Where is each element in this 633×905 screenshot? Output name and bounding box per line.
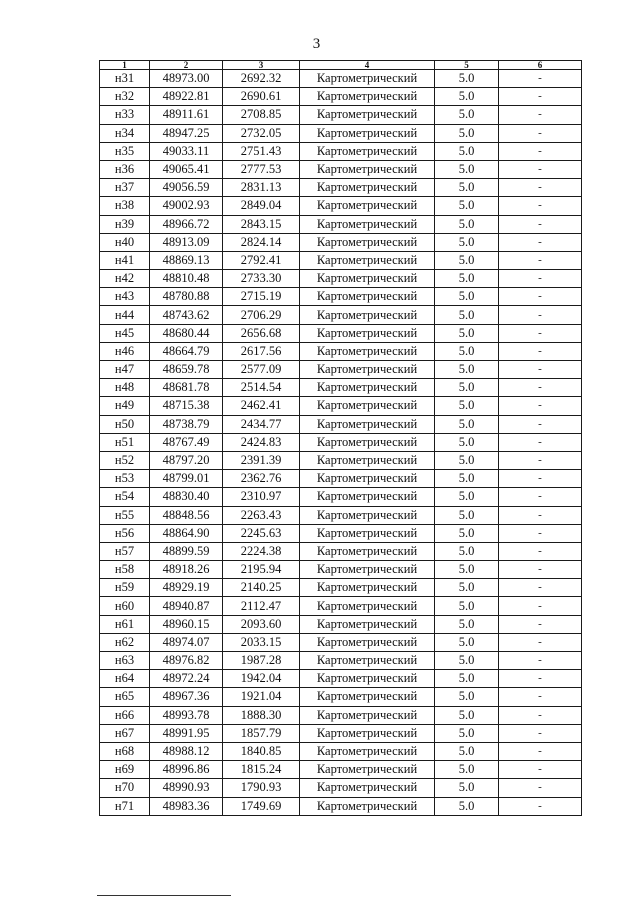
table-row [100,270,582,288]
description-cell: - [499,524,582,542]
table-body [100,70,582,816]
method-cell: Картометрический [300,342,435,360]
accuracy-cell: 5.0 [435,197,499,215]
x-coordinate-cell: 48922.81 [150,88,223,106]
y-coordinate-cell: 1840.85 [223,742,300,760]
method-cell: Картометрический [300,306,435,324]
method-cell: Картометрический [300,70,435,88]
y-coordinate-cell: 2706.29 [223,306,300,324]
description-cell: - [499,688,582,706]
description-cell: - [499,652,582,670]
point-id-cell: н48 [100,379,150,397]
point-id-cell: н57 [100,542,150,560]
table-row [100,251,582,269]
x-coordinate-cell: 48797.20 [150,451,223,469]
column-header: 5 [435,61,499,70]
table-row [100,742,582,760]
table-row [100,761,582,779]
x-coordinate-cell: 48681.78 [150,379,223,397]
point-id-cell: н44 [100,306,150,324]
y-coordinate-cell: 2843.15 [223,215,300,233]
table-row [100,706,582,724]
point-id-cell: н33 [100,106,150,124]
point-id-cell: н61 [100,615,150,633]
description-cell: - [499,488,582,506]
x-coordinate-cell: 49033.11 [150,142,223,160]
method-cell: Картометрический [300,633,435,651]
table-row [100,215,582,233]
y-coordinate-cell: 2577.09 [223,361,300,379]
accuracy-cell: 5.0 [435,652,499,670]
table-row [100,652,582,670]
table-row [100,342,582,360]
point-id-cell: н46 [100,342,150,360]
x-coordinate-cell: 48974.07 [150,633,223,651]
point-id-cell: н31 [100,70,150,88]
table-row [100,579,582,597]
table-row [100,142,582,160]
point-id-cell: н66 [100,706,150,724]
x-coordinate-cell: 48767.49 [150,433,223,451]
description-cell: - [499,670,582,688]
point-id-cell: н43 [100,288,150,306]
method-cell: Картометрический [300,561,435,579]
accuracy-cell: 5.0 [435,342,499,360]
y-coordinate-cell: 2692.32 [223,70,300,88]
point-id-cell: н34 [100,124,150,142]
x-coordinate-cell: 48918.26 [150,561,223,579]
description-cell: - [499,415,582,433]
table-row [100,233,582,251]
x-coordinate-cell: 48973.00 [150,70,223,88]
x-coordinate-cell: 48988.12 [150,742,223,760]
method-cell: Картометрический [300,106,435,124]
method-cell: Картометрический [300,688,435,706]
y-coordinate-cell: 2391.39 [223,451,300,469]
method-cell: Картометрический [300,470,435,488]
method-cell: Картометрический [300,742,435,760]
method-cell: Картометрический [300,270,435,288]
header-row [100,61,582,70]
y-coordinate-cell: 1857.79 [223,724,300,742]
x-coordinate-cell: 49056.59 [150,179,223,197]
accuracy-cell: 5.0 [435,579,499,597]
y-coordinate-cell: 2033.15 [223,633,300,651]
accuracy-cell: 5.0 [435,470,499,488]
column-header: 4 [300,61,435,70]
table-row [100,361,582,379]
footnote-divider [97,895,231,896]
coordinates-table [99,60,582,816]
table-row [100,288,582,306]
accuracy-cell: 5.0 [435,270,499,288]
description-cell: - [499,306,582,324]
table-row [100,542,582,560]
method-cell: Картометрический [300,415,435,433]
table-row [100,670,582,688]
method-cell: Картометрический [300,615,435,633]
table-row [100,506,582,524]
point-id-cell: н50 [100,415,150,433]
description-cell: - [499,379,582,397]
table-row [100,615,582,633]
description-cell: - [499,470,582,488]
accuracy-cell: 5.0 [435,779,499,797]
description-cell: - [499,197,582,215]
y-coordinate-cell: 2140.25 [223,579,300,597]
point-id-cell: н58 [100,561,150,579]
point-id-cell: н47 [100,361,150,379]
description-cell: - [499,324,582,342]
point-id-cell: н38 [100,197,150,215]
accuracy-cell: 5.0 [435,561,499,579]
accuracy-cell: 5.0 [435,688,499,706]
y-coordinate-cell: 1749.69 [223,797,300,815]
point-id-cell: н69 [100,761,150,779]
point-id-cell: н37 [100,179,150,197]
description-cell: - [499,615,582,633]
table-row [100,451,582,469]
point-id-cell: н63 [100,652,150,670]
description-cell: - [499,542,582,560]
x-coordinate-cell: 48966.72 [150,215,223,233]
method-cell: Картометрический [300,724,435,742]
method-cell: Картометрический [300,451,435,469]
table-row [100,179,582,197]
description-cell: - [499,506,582,524]
description-cell: - [499,233,582,251]
table-row [100,306,582,324]
point-id-cell: н41 [100,251,150,269]
accuracy-cell: 5.0 [435,451,499,469]
accuracy-cell: 5.0 [435,742,499,760]
point-id-cell: н55 [100,506,150,524]
description-cell: - [499,779,582,797]
description-cell: - [499,160,582,178]
y-coordinate-cell: 2715.19 [223,288,300,306]
table-row [100,433,582,451]
column-header: 6 [499,61,582,70]
y-coordinate-cell: 2656.68 [223,324,300,342]
y-coordinate-cell: 1888.30 [223,706,300,724]
y-coordinate-cell: 2195.94 [223,561,300,579]
y-coordinate-cell: 2093.60 [223,615,300,633]
table-row [100,561,582,579]
description-cell: - [499,397,582,415]
table-row [100,688,582,706]
x-coordinate-cell: 48810.48 [150,270,223,288]
x-coordinate-cell: 48911.61 [150,106,223,124]
accuracy-cell: 5.0 [435,615,499,633]
y-coordinate-cell: 2362.76 [223,470,300,488]
y-coordinate-cell: 2617.56 [223,342,300,360]
accuracy-cell: 5.0 [435,251,499,269]
y-coordinate-cell: 1987.28 [223,652,300,670]
accuracy-cell: 5.0 [435,397,499,415]
method-cell: Картометрический [300,579,435,597]
point-id-cell: н62 [100,633,150,651]
method-cell: Картометрический [300,779,435,797]
table-row [100,324,582,342]
description-cell: - [499,251,582,269]
x-coordinate-cell: 49065.41 [150,160,223,178]
description-cell: - [499,561,582,579]
accuracy-cell: 5.0 [435,88,499,106]
accuracy-cell: 5.0 [435,106,499,124]
table-row [100,106,582,124]
accuracy-cell: 5.0 [435,597,499,615]
y-coordinate-cell: 2708.85 [223,106,300,124]
point-id-cell: н36 [100,160,150,178]
accuracy-cell: 5.0 [435,324,499,342]
table-row [100,70,582,88]
x-coordinate-cell: 48983.36 [150,797,223,815]
table-row [100,597,582,615]
method-cell: Картометрический [300,197,435,215]
table-row [100,524,582,542]
method-cell: Картометрический [300,761,435,779]
point-id-cell: н45 [100,324,150,342]
method-cell: Картометрический [300,233,435,251]
y-coordinate-cell: 2824.14 [223,233,300,251]
point-id-cell: н40 [100,233,150,251]
y-coordinate-cell: 2434.77 [223,415,300,433]
method-cell: Картометрический [300,88,435,106]
x-coordinate-cell: 48929.19 [150,579,223,597]
method-cell: Картометрический [300,797,435,815]
method-cell: Картометрический [300,361,435,379]
y-coordinate-cell: 2462.41 [223,397,300,415]
accuracy-cell: 5.0 [435,179,499,197]
description-cell: - [499,742,582,760]
y-coordinate-cell: 2514.54 [223,379,300,397]
method-cell: Картометрический [300,488,435,506]
method-cell: Картометрический [300,251,435,269]
point-id-cell: н59 [100,579,150,597]
y-coordinate-cell: 2733.30 [223,270,300,288]
method-cell: Картометрический [300,379,435,397]
description-cell: - [499,70,582,88]
x-coordinate-cell: 48993.78 [150,706,223,724]
accuracy-cell: 5.0 [435,124,499,142]
point-id-cell: н70 [100,779,150,797]
x-coordinate-cell: 48996.86 [150,761,223,779]
description-cell: - [499,270,582,288]
x-coordinate-cell: 49002.93 [150,197,223,215]
x-coordinate-cell: 48967.36 [150,688,223,706]
accuracy-cell: 5.0 [435,160,499,178]
y-coordinate-cell: 2792.41 [223,251,300,269]
point-id-cell: н35 [100,142,150,160]
method-cell: Картометрический [300,124,435,142]
y-coordinate-cell: 2245.63 [223,524,300,542]
point-id-cell: н51 [100,433,150,451]
table-row [100,197,582,215]
description-cell: - [499,579,582,597]
accuracy-cell: 5.0 [435,761,499,779]
page-number: 3 [312,36,321,52]
y-coordinate-cell: 1921.04 [223,688,300,706]
description-cell: - [499,797,582,815]
table-row [100,779,582,797]
method-cell: Картометрический [300,324,435,342]
x-coordinate-cell: 48976.82 [150,652,223,670]
table-row [100,88,582,106]
description-cell: - [499,215,582,233]
table-row [100,124,582,142]
table-row [100,724,582,742]
method-cell: Картометрический [300,597,435,615]
point-id-cell: н42 [100,270,150,288]
point-id-cell: н64 [100,670,150,688]
table-row [100,470,582,488]
x-coordinate-cell: 48680.44 [150,324,223,342]
accuracy-cell: 5.0 [435,724,499,742]
x-coordinate-cell: 48869.13 [150,251,223,269]
point-id-cell: н56 [100,524,150,542]
y-coordinate-cell: 2263.43 [223,506,300,524]
description-cell: - [499,88,582,106]
x-coordinate-cell: 48830.40 [150,488,223,506]
description-cell: - [499,761,582,779]
point-id-cell: н53 [100,470,150,488]
description-cell: - [499,124,582,142]
x-coordinate-cell: 48848.56 [150,506,223,524]
y-coordinate-cell: 2849.04 [223,197,300,215]
method-cell: Картометрический [300,652,435,670]
accuracy-cell: 5.0 [435,633,499,651]
x-coordinate-cell: 48960.15 [150,615,223,633]
description-cell: - [499,106,582,124]
x-coordinate-cell: 48659.78 [150,361,223,379]
description-cell: - [499,597,582,615]
method-cell: Картометрический [300,288,435,306]
x-coordinate-cell: 48947.25 [150,124,223,142]
table-row [100,379,582,397]
point-id-cell: н68 [100,742,150,760]
y-coordinate-cell: 2310.97 [223,488,300,506]
y-coordinate-cell: 2690.61 [223,88,300,106]
x-coordinate-cell: 48780.88 [150,288,223,306]
y-coordinate-cell: 2424.83 [223,433,300,451]
description-cell: - [499,342,582,360]
column-header: 2 [150,61,223,70]
accuracy-cell: 5.0 [435,233,499,251]
x-coordinate-cell: 48991.95 [150,724,223,742]
description-cell: - [499,288,582,306]
accuracy-cell: 5.0 [435,215,499,233]
y-coordinate-cell: 2732.05 [223,124,300,142]
description-cell: - [499,633,582,651]
accuracy-cell: 5.0 [435,506,499,524]
y-coordinate-cell: 2777.53 [223,160,300,178]
table-row [100,397,582,415]
point-id-cell: н71 [100,797,150,815]
accuracy-cell: 5.0 [435,797,499,815]
description-cell: - [499,724,582,742]
accuracy-cell: 5.0 [435,288,499,306]
point-id-cell: н49 [100,397,150,415]
accuracy-cell: 5.0 [435,706,499,724]
table-row [100,415,582,433]
method-cell: Картометрический [300,433,435,451]
description-cell: - [499,451,582,469]
point-id-cell: н32 [100,88,150,106]
x-coordinate-cell: 48738.79 [150,415,223,433]
table-row [100,160,582,178]
y-coordinate-cell: 2224.38 [223,542,300,560]
method-cell: Картометрический [300,179,435,197]
y-coordinate-cell: 2112.47 [223,597,300,615]
description-cell: - [499,142,582,160]
x-coordinate-cell: 48940.87 [150,597,223,615]
description-cell: - [499,706,582,724]
description-cell: - [499,179,582,197]
x-coordinate-cell: 48664.79 [150,342,223,360]
description-cell: - [499,361,582,379]
method-cell: Картометрический [300,160,435,178]
y-coordinate-cell: 1942.04 [223,670,300,688]
table-row [100,488,582,506]
x-coordinate-cell: 48864.90 [150,524,223,542]
accuracy-cell: 5.0 [435,415,499,433]
x-coordinate-cell: 48972.24 [150,670,223,688]
y-coordinate-cell: 1815.24 [223,761,300,779]
accuracy-cell: 5.0 [435,433,499,451]
point-id-cell: н67 [100,724,150,742]
accuracy-cell: 5.0 [435,379,499,397]
accuracy-cell: 5.0 [435,142,499,160]
x-coordinate-cell: 48799.01 [150,470,223,488]
point-id-cell: н60 [100,597,150,615]
description-cell: - [499,433,582,451]
method-cell: Картометрический [300,524,435,542]
table-row [100,633,582,651]
x-coordinate-cell: 48990.93 [150,779,223,797]
x-coordinate-cell: 48743.62 [150,306,223,324]
point-id-cell: н54 [100,488,150,506]
column-header: 3 [223,61,300,70]
y-coordinate-cell: 2831.13 [223,179,300,197]
y-coordinate-cell: 2751.43 [223,142,300,160]
method-cell: Картометрический [300,670,435,688]
table-row [100,797,582,815]
point-id-cell: н39 [100,215,150,233]
method-cell: Картометрический [300,542,435,560]
accuracy-cell: 5.0 [435,70,499,88]
point-id-cell: н65 [100,688,150,706]
method-cell: Картометрический [300,506,435,524]
x-coordinate-cell: 48715.38 [150,397,223,415]
method-cell: Картометрический [300,215,435,233]
point-id-cell: н52 [100,451,150,469]
x-coordinate-cell: 48899.59 [150,542,223,560]
column-header: 1 [100,61,150,70]
accuracy-cell: 5.0 [435,670,499,688]
accuracy-cell: 5.0 [435,488,499,506]
accuracy-cell: 5.0 [435,524,499,542]
x-coordinate-cell: 48913.09 [150,233,223,251]
method-cell: Картометрический [300,142,435,160]
accuracy-cell: 5.0 [435,306,499,324]
y-coordinate-cell: 1790.93 [223,779,300,797]
accuracy-cell: 5.0 [435,361,499,379]
method-cell: Картометрический [300,397,435,415]
table-header [100,61,582,70]
accuracy-cell: 5.0 [435,542,499,560]
method-cell: Картометрический [300,706,435,724]
